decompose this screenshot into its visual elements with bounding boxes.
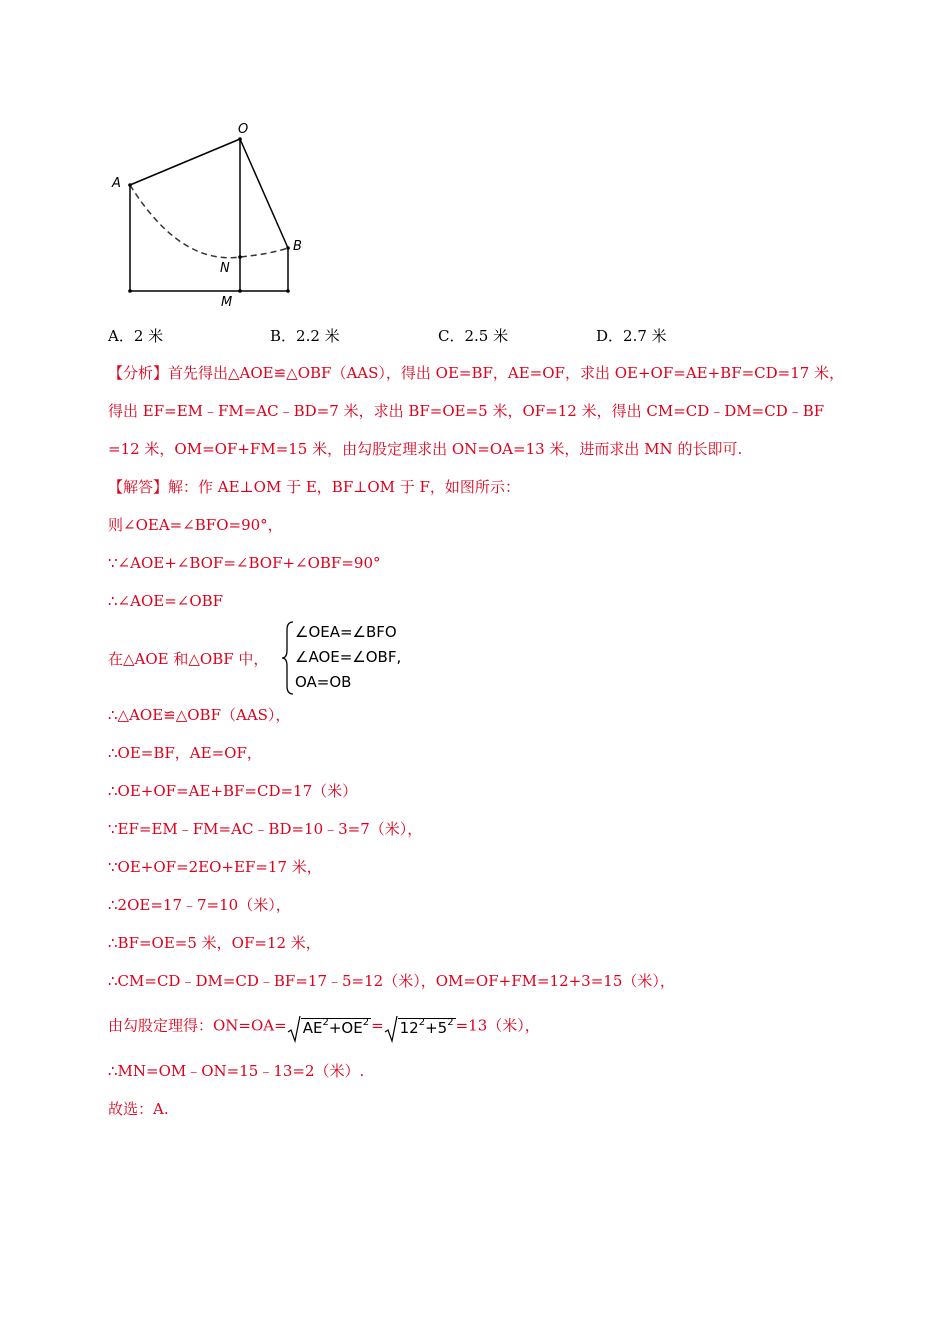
label-B: B bbox=[293, 239, 302, 254]
congruence-system bbox=[108, 620, 508, 696]
analysis-line-2: 得出 EF=EM﹣FM=AC﹣BD=7 米，求出 BF=OE=5 米，OF=12 米，得出 CM=CD﹣DM=CD﹣BF bbox=[108, 402, 825, 420]
solution-line-13: ∴CM=CD﹣DM=CD﹣BF=17﹣5=12（米），OM=OF+FM=12+3=15（米）， bbox=[108, 972, 675, 990]
solution-line-7: ∴OE=BF，AE=OF， bbox=[108, 744, 262, 762]
pythag-prefix: 由勾股定理得：ON=OA= bbox=[108, 1016, 287, 1035]
solution-line-14 bbox=[108, 1010, 540, 1043]
geometry-figure bbox=[100, 115, 320, 315]
solution-line-10: ∵OE+OF=2EO+EF=17 米， bbox=[108, 858, 322, 876]
solution-line-6: ∴△AOE≌△OBF（AAS）， bbox=[108, 706, 291, 724]
label-A: A bbox=[112, 176, 121, 191]
solution-line-4: ∴∠AOE=∠OBF bbox=[108, 592, 224, 610]
system-equations bbox=[295, 620, 401, 695]
point-C bbox=[128, 289, 132, 293]
point-O bbox=[238, 137, 242, 141]
solution-line-11: ∴2OE=17﹣7=10（米）， bbox=[108, 896, 291, 914]
system-label: 在△AOE 和△OBF 中， bbox=[108, 650, 269, 668]
point-M bbox=[238, 289, 242, 293]
point-D bbox=[286, 289, 290, 293]
figure-svg bbox=[100, 115, 320, 315]
choice-b: B．2.2 米 bbox=[270, 327, 340, 345]
point-B bbox=[286, 246, 290, 250]
segment-OB bbox=[240, 139, 288, 248]
analysis-line-1: 【分析】首先得出△AOE≌△OBF（AAS），得出 OE=BF，AE=OF，求出 OE+OF=AE+BF=CD=17 米， bbox=[108, 364, 845, 382]
equals-sign: = bbox=[371, 1016, 384, 1035]
choice-c: C．2.5 米 bbox=[438, 327, 509, 345]
solution-line-9: ∵EF=EM﹣FM=AC﹣BD=10﹣3=7（米）， bbox=[108, 820, 423, 838]
choice-d: D．2.7 米 bbox=[596, 327, 667, 345]
solution-line-16: 故选：A. bbox=[108, 1100, 169, 1118]
sqrt-sign-icon bbox=[384, 1015, 398, 1043]
analysis-line-3: =12 米，OM=OF+FM=15 米，由勾股定理求出 ON=OA=13 米，进而求出 MN 的长即可. bbox=[108, 440, 743, 458]
point-N bbox=[238, 255, 242, 259]
sqrt-sign-icon bbox=[287, 1015, 301, 1043]
solution-line-15: ∴MN=OM﹣ON=15﹣13=2（米）. bbox=[108, 1062, 365, 1080]
brace-icon bbox=[281, 620, 295, 696]
radical-1: $AE^2+OE^2$ bbox=[287, 1010, 371, 1043]
system-eq-2: ∠AOE=∠OBF, bbox=[295, 648, 402, 666]
pythag-suffix: =13（米）， bbox=[455, 1016, 540, 1035]
system-eq-3: OA=OB bbox=[295, 673, 352, 691]
solution-line-8: ∴OE+OF=AE+BF=CD=17（米） bbox=[108, 782, 358, 800]
choice-a: A．2 米 bbox=[108, 327, 164, 345]
label-N: N bbox=[220, 261, 230, 276]
system-eq-1: ∠OEA=∠BFO bbox=[295, 623, 397, 641]
solution-line-2: 则∠OEA=∠BFO=90°， bbox=[108, 516, 283, 534]
label-M: M bbox=[221, 295, 233, 310]
label-O: O bbox=[238, 122, 249, 137]
solution-line-1: 【解答】解：作 AE⊥OM 于 E，BF⊥OM 于 F，如图所示： bbox=[108, 478, 520, 496]
solution-line-12: ∴BF=OE=5 米，OF=12 米， bbox=[108, 934, 321, 952]
solution-line-3: ∵∠AOE+∠BOF=∠BOF+∠OBF=90° bbox=[108, 554, 381, 572]
point-A bbox=[128, 183, 132, 187]
radical-2: $12^2+5^2$ bbox=[384, 1010, 456, 1043]
segment-OA bbox=[130, 139, 240, 185]
answer-choices bbox=[108, 325, 808, 347]
